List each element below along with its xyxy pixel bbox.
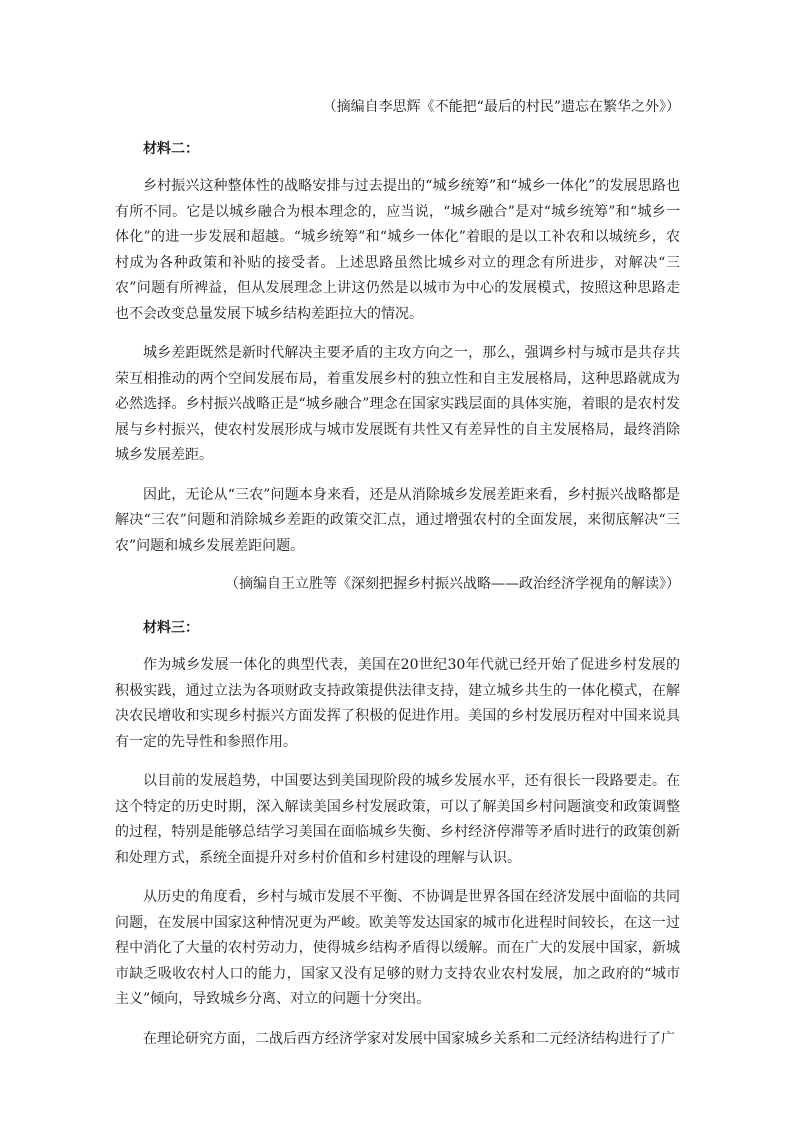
material-3-paragraph-2: 以目前的发展趋势，中国要达到美国现阶段的城乡发展水平，还有很长一段路要走。在这个特定的历史时期，深入解读美国乡村发展政策，可以了解美国乡村问题演变和政策调整的过程，特别是能够总结学习美国在面临城乡失衡、乡村经济停滞等矛盾时进行的政策创新和处理方式，系统全面提升对乡村价值和乡村建设的理解与认识。	[115, 773, 680, 866]
material-2-paragraph-3: 因此，无论从“三农”问题本身来看，还是从消除城乡发展差距来看，乡村振兴战略都是解决“三农”问题和消除城乡差距的政策交汇点，通过增强农村的全面发展，来彻底解决“三农”问题和城乡发展差距问题。	[115, 486, 680, 554]
material-3-heading: 材料三：	[143, 620, 199, 636]
material-3-paragraph-3: 从历史的角度看，乡村与城市发展不平衡、不协调是世界各国在经济发展中面临的共同问题，在发展中国家这种情况更为严峻。欧美等发达国家的城市化进程时间较长，在这一过程中消化了大量的农村劳动力，使得城乡结构矛盾得以缓解。而在广大的发展中国家，新城市缺乏吸收农村人口的能力，国家又没有足够的财力支持农业农村发展，加之政府的“城市主义”倾向，导致城乡分离、对立的问题十分突出。	[115, 889, 680, 1007]
source-citation-2: （摘编自王立胜等《深刻把握乡村振兴战略——政治经济学视角的解读》）	[225, 576, 680, 592]
material-2-paragraph-1: 乡村振兴这种整体性的战略安排与过去提出的“城乡统筹”和“城乡一体化”的发展思路也有所不同。它是以城乡融合为根本理念的，应当说，“城乡融合”是对“城乡统筹”和“城乡一体化”的进一步发展和超越。“城乡统筹”和“城乡一体化”着眼的是以工补农和以城统乡，农村成为各种政策和补贴的接受者。上述思路虽然比城乡对立的理念有所进步，对解决“三农”问题有所裨益，但从发展理念上讲这仍然是以城市为中心的发展模式，按照这种思路走也不会改变总量发展下城乡结构差距拉大的情况。	[115, 178, 680, 322]
document-page	[115, 96, 680, 1052]
material-2-paragraph-2: 城乡差距既然是新时代解决主要矛盾的主攻方向之一，那么，强调乡村与城市是共存共荣互相推动的两个空间发展布局，着重发展乡村的独立性和自主发展格局，这种思路就成为必然选择。乡村振兴战略正是“城乡融合”理念在国家实践层面的具体实施，着眼的是农村发展与乡村振兴，使农村发展形成与城市发展既有共性又有差异性的自主发展格局，最终消除城乡发展差距。	[115, 345, 680, 463]
source-citation-1: （摘编自李思辉《不能把“最后的村民”遗忘在繁华之外》）	[322, 99, 680, 115]
material-2-heading: 材料二：	[143, 141, 199, 157]
material-3-paragraph-1: 作为城乡发展一体化的典型代表，美国在20世纪30年代就已经开始了促进乡村发展的积极实践，通过立法为各项财政支持政策提供法律支持，建立城乡共生的一体化模式，在解决农民增收和实现乡村振兴方面发挥了积极的促进作用。美国的乡村发展历程对中国来说具有一定的先导性和参照作用。	[115, 657, 680, 750]
material-3-paragraph-4: 在理论研究方面，二战后西方经济学家对发展中国家城乡关系和二元经济结构进行了广	[143, 1030, 675, 1047]
